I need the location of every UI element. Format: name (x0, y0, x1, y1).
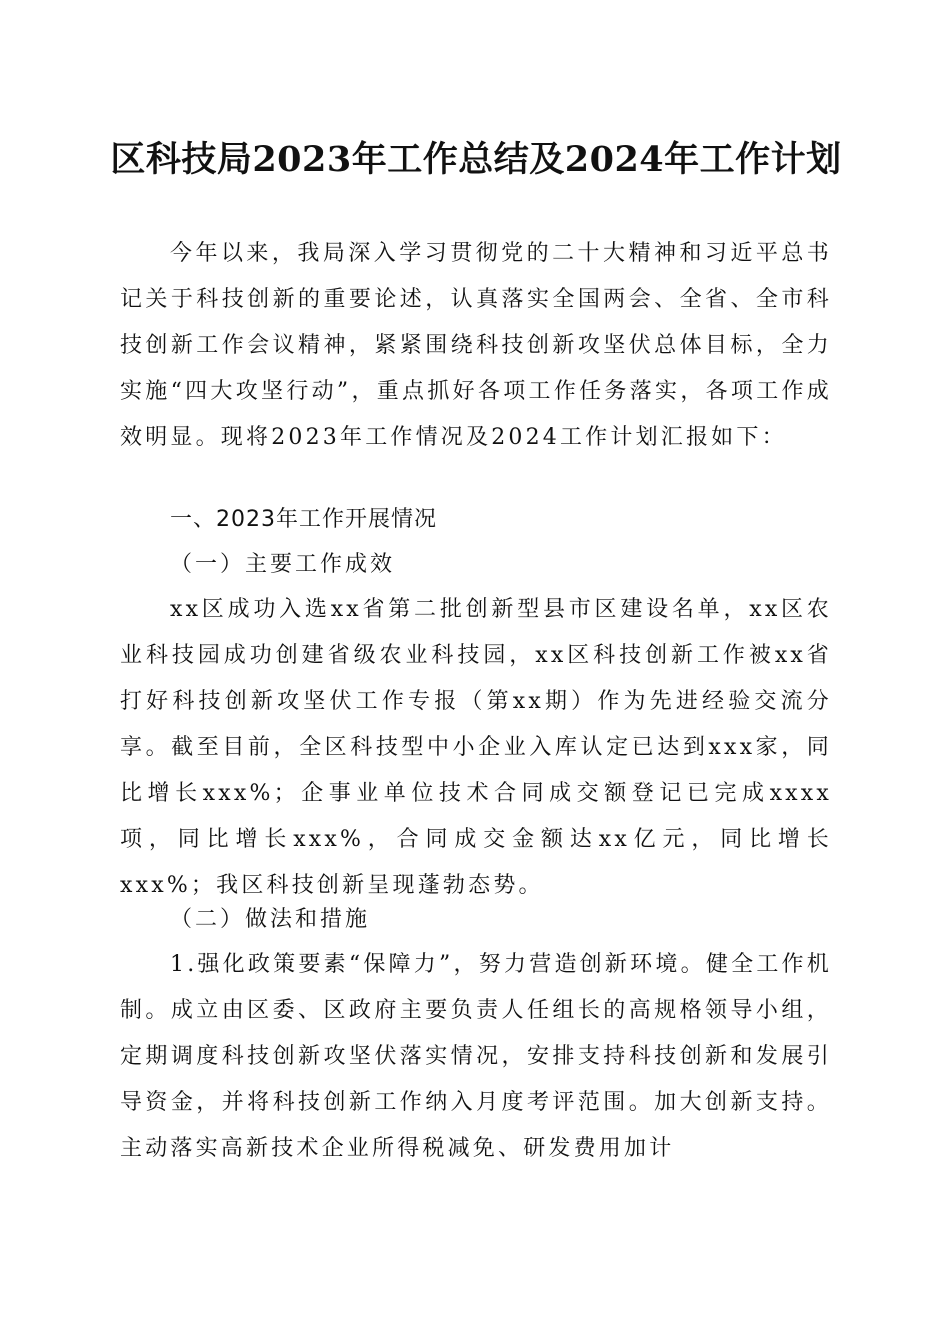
intro-paragraph: 今年以来，我局深入学习贯彻党的二十大精神和习近平总书记关于科技创新的重要论述，认真落实全国两会、全省、全市科技创新工作会议精神，紧紧围绕科技创新攻坚伏总体目标，全力实施“四大攻坚行动”，重点抓好各项工作任务落实，各项工作成效明显。现将2023年工作情况及2024工作计划汇报如下： (120, 241, 832, 450)
main-results-paragraph: xx区成功入选xx省第二批创新型县市区建设名单，xx区农业科技园成功创建省级农业科技园，xx区科技创新工作被xx省打好科技创新攻坚伏工作专报（第xx期）作为先进经验交流分享。截至目前，全区科技型中小企业入库认定已达到xxx家，同比增长xxx%；企事业单位技术合同成交额登记已完成xxxx项，同比增长xxx%，合同成交金额达xx亿元，同比增长xxx%；我区科技创新呈现蓬勃态势。 (120, 597, 832, 898)
subsection-heading-measures: （二）做法和措施 (170, 907, 371, 932)
document-title: 区科技局2023年工作总结及2024年工作计划 (110, 139, 842, 180)
section-heading-1: 一、2023年工作开展情况 (170, 507, 437, 532)
subsection-heading-main-results: （一）主要工作成效 (170, 552, 396, 577)
measures-paragraph: 1.强化政策要素“保障力”，努力营造创新环境。健全工作机制。成立由区委、区政府主要负责人任组长的高规格领导小组，定期调度科技创新攻坚伏落实情况，安排支持科技创新和发展引导资金，并将科技创新工作纳入月度考评范围。加大创新支持。主动落实高新技术企业所得税减免、研发费用加计 (120, 952, 832, 1161)
